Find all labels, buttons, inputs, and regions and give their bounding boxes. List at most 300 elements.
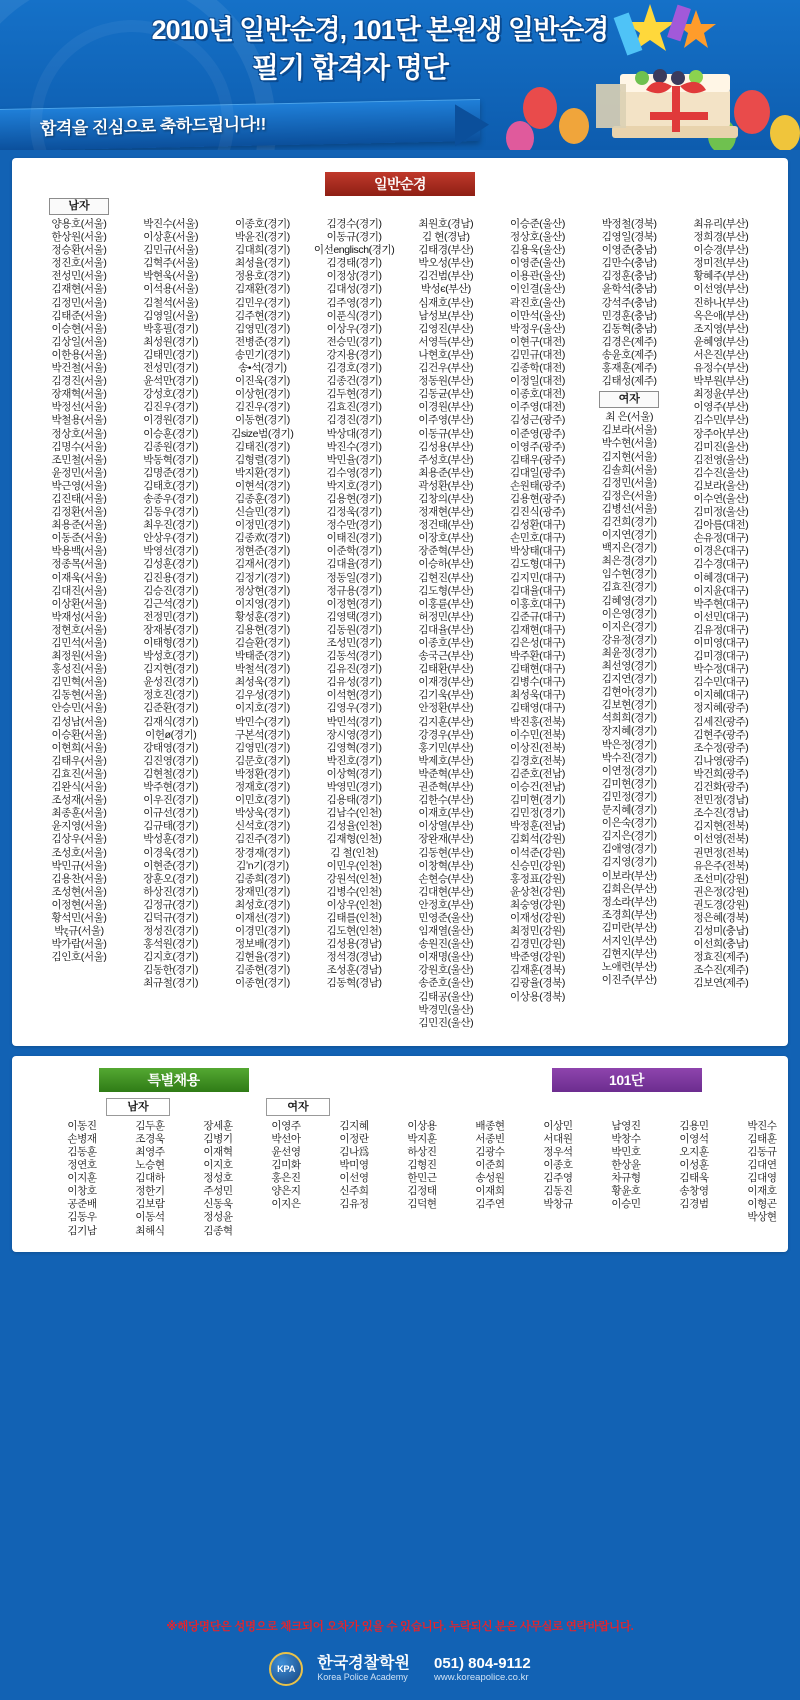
list-item: 이상환(서울) bbox=[51, 597, 107, 610]
list-item: 김영택(경기) bbox=[326, 610, 382, 623]
list-item: 박철용(서울) bbox=[51, 414, 107, 427]
bottom-section-labels bbox=[22, 1068, 778, 1092]
list-item: 송원진(울산) bbox=[418, 938, 474, 951]
page-title: 2010년 일반순경, 101단 본원생 일반순경 bbox=[151, 15, 609, 45]
list-item: 나현호(부산) bbox=[418, 348, 474, 361]
list-item: 최숭영(강원) bbox=[510, 898, 565, 911]
list-item: 김명준(경기) bbox=[143, 466, 199, 479]
list-item: 이정현(경기) bbox=[326, 597, 382, 610]
list-item: 김정민(서울) bbox=[601, 476, 657, 489]
list-item: 이형곤 bbox=[747, 1198, 777, 1211]
list-item: 김용현(광주) bbox=[510, 492, 565, 505]
list-item: 김대율(대구) bbox=[510, 584, 565, 597]
list-item: 이지호(경기) bbox=[234, 702, 290, 715]
list-item: 양은지 bbox=[271, 1185, 301, 1198]
unit101-column-2 bbox=[524, 1120, 592, 1238]
list-item: 이수연(울산) bbox=[693, 492, 749, 505]
list-item: 서대원 bbox=[543, 1132, 573, 1145]
list-item: 이은숙(경기) bbox=[601, 817, 657, 830]
list-item: 윤학석(충남) bbox=[601, 283, 657, 296]
list-item: 조수진(경남) bbox=[693, 807, 749, 820]
contact-website[interactable]: www.koreapolice.co.kr bbox=[433, 1672, 529, 1683]
list-item: 김명수(서울) bbox=[51, 440, 107, 453]
list-item: 김혁주(서울) bbox=[143, 257, 199, 270]
list-item: 박동혁(경기) bbox=[143, 453, 199, 466]
list-item: 김보라(서울) bbox=[601, 424, 657, 437]
list-item: 이진주(부산) bbox=[601, 974, 657, 987]
list-item: 이만석(울산) bbox=[510, 309, 565, 322]
list-item: 김규태(경기) bbox=[143, 820, 199, 833]
column-head-spacer bbox=[495, 198, 581, 218]
brand-name-ko: 한국경찰학원 bbox=[317, 1655, 410, 1672]
list-item: 민영준(울산) bbox=[418, 911, 474, 924]
list-item: 박수현(서울) bbox=[601, 437, 657, 450]
list-item: 안정환(부산) bbox=[418, 702, 474, 715]
column-head-spacer bbox=[128, 198, 214, 218]
list-item: 이동현(경기) bbox=[234, 414, 290, 427]
list-item: 조경희(부산) bbox=[601, 908, 657, 921]
list-item: 권도경(강원) bbox=[693, 898, 749, 911]
list-item: 박근영(서울) bbox=[51, 479, 107, 492]
list-item: 김민혁(서울) bbox=[51, 676, 107, 689]
list-item: 김도형(부산) bbox=[418, 584, 474, 597]
list-item: 유정수(부산) bbox=[693, 362, 749, 375]
list-item: 김지훈(부산) bbox=[418, 715, 474, 728]
list-item: 장완재(부산) bbox=[418, 833, 474, 846]
list-item: 전성민(경기) bbox=[143, 362, 199, 375]
list-item: 송종우(경기) bbox=[143, 492, 199, 505]
list-item: 이은영(경기) bbox=[601, 607, 657, 620]
list-item: 김인호(서울) bbox=[51, 951, 107, 964]
list-item: 김보현(경기) bbox=[601, 699, 657, 712]
list-item: 이민우(인천) bbox=[326, 859, 382, 872]
special-female-columns bbox=[252, 1120, 388, 1238]
list-item: 이정란 bbox=[339, 1132, 369, 1145]
list-item: 안승민(서울) bbox=[51, 702, 107, 715]
list-item: 김 현(경남) bbox=[421, 231, 470, 244]
list-item: 김용현(경기) bbox=[234, 623, 290, 636]
list-item: 김동균(부산) bbox=[418, 388, 474, 401]
list-item: 정한기 bbox=[135, 1185, 165, 1198]
list-item: 이상우(경기) bbox=[326, 322, 382, 335]
general-column-2 bbox=[219, 198, 305, 1030]
list-item: 박홍필(경기) bbox=[143, 322, 199, 335]
list-item: 장준혁(부산) bbox=[418, 545, 474, 558]
list-item: 정수만(경기) bbox=[326, 519, 382, 532]
list-item: 이지영(경기) bbox=[234, 597, 290, 610]
list-item: 김수영(경기) bbox=[326, 466, 382, 479]
list-item: 최성호(경기) bbox=[234, 898, 290, 911]
list-item: 박주현(대구) bbox=[693, 597, 749, 610]
list-item: 강태영(경기) bbox=[143, 741, 199, 754]
list-item: 손원태(광주) bbox=[510, 479, 565, 492]
list-item: 김보연(제주) bbox=[693, 977, 749, 990]
list-item: 김미경(대구) bbox=[693, 650, 749, 663]
list-item: 김만수(충남) bbox=[601, 257, 657, 270]
list-item: 김지민(대구) bbox=[510, 571, 565, 584]
list-item: 박미영 bbox=[339, 1159, 369, 1172]
list-item: 장재혁(서울) bbox=[51, 388, 107, 401]
column-head-spacer bbox=[311, 198, 397, 218]
list-item: 이태진(경기) bbox=[326, 532, 382, 545]
list-item: 문지혜(경기) bbox=[601, 804, 657, 817]
list-item: 송준호(울산) bbox=[418, 977, 474, 990]
list-item: 이재명(울산) bbox=[418, 951, 474, 964]
list-item: 김대현(부산) bbox=[418, 885, 474, 898]
list-item: 김태환(부산) bbox=[418, 663, 474, 676]
list-item: 이상용 bbox=[407, 1119, 437, 1132]
list-item: 정미전(부산) bbox=[693, 257, 749, 270]
list-item: 이지호 bbox=[203, 1159, 233, 1172]
list-item: 이미영(대구) bbox=[693, 637, 749, 649]
list-item: 전민정(경남) bbox=[693, 794, 749, 807]
list-item: 박정환(경기) bbox=[234, 767, 290, 780]
list-item: 박경민(울산) bbox=[418, 1003, 474, 1016]
list-item: 최종훈(서울) bbox=[51, 807, 107, 820]
list-item: 장지혜(경기) bbox=[601, 725, 657, 738]
list-item: 정은혜(경북) bbox=[693, 911, 749, 924]
list-item: 김대율(부산) bbox=[418, 623, 474, 636]
list-item: 이승민 bbox=[611, 1198, 641, 1211]
list-item: 이경은(대구) bbox=[693, 545, 749, 558]
list-item: 김지은(경기) bbox=[601, 830, 657, 843]
list-item: 박지훈 bbox=[407, 1132, 437, 1145]
list-item: 최정원(서울) bbox=[51, 650, 107, 663]
general-name-columns bbox=[22, 198, 778, 1030]
list-item: 이승환(서울) bbox=[51, 728, 107, 741]
list-item: 조수정(광주) bbox=[693, 741, 749, 754]
list-item: 이홍호(대구) bbox=[510, 597, 565, 610]
unit101-column-4 bbox=[660, 1120, 728, 1238]
list-item: 김 철(인천) bbox=[330, 846, 378, 859]
list-item: 박민율(경기) bbox=[326, 453, 382, 466]
list-item: 조성호(서울) bbox=[51, 846, 107, 859]
list-item: 김태호(경기) bbox=[143, 479, 199, 492]
list-item: 김회석(강원) bbox=[510, 833, 565, 846]
list-item: 김유진(경기) bbox=[326, 663, 382, 676]
list-item: 정용호(경기) bbox=[234, 270, 290, 283]
list-item: 안상우(경기) bbox=[143, 532, 199, 545]
list-item: 이석준(강원) bbox=[510, 846, 565, 859]
list-item: 정우석 bbox=[543, 1146, 573, 1158]
list-item: 김경호(전북) bbox=[510, 754, 565, 767]
list-item: 정석경(경남) bbox=[326, 951, 382, 964]
list-item: 김재서(경기) bbox=[234, 558, 290, 571]
list-item: 김성용(경남) bbox=[326, 938, 382, 951]
list-item: 윤정민(서울) bbox=[51, 466, 107, 479]
list-item: 이종호(대전) bbox=[510, 388, 565, 401]
column-head-spacer bbox=[219, 198, 305, 218]
list-item: 최규철(경기) bbox=[143, 977, 199, 990]
list-item: 주성민 bbox=[203, 1185, 233, 1198]
list-item: 윤지영(서울) bbox=[51, 820, 107, 833]
list-item: 이경원(부산) bbox=[418, 401, 474, 414]
list-item: 정호진(경기) bbox=[143, 689, 199, 702]
list-item: 장시영(경기) bbox=[326, 728, 382, 741]
list-item: 안정호(부산) bbox=[418, 898, 474, 911]
list-item: 박창수 bbox=[611, 1132, 641, 1145]
general-column-7 bbox=[678, 198, 764, 1030]
list-item: 김미현(경기) bbox=[510, 794, 565, 807]
list-item: 전병준(경기) bbox=[234, 335, 290, 348]
list-item: 박성호(경기) bbox=[143, 650, 199, 663]
special-female-head: 여자 bbox=[266, 1098, 330, 1116]
list-item: 이정일(대전) bbox=[510, 375, 565, 388]
list-item: 이경욱(경기) bbox=[143, 846, 199, 859]
list-item: 박주환(대구) bbox=[510, 650, 565, 663]
list-item: 조수진(제주) bbox=[693, 964, 749, 977]
list-item: 김대하 bbox=[135, 1172, 165, 1185]
list-item: 이석현(경기) bbox=[326, 689, 382, 702]
list-item: 김수진(울산) bbox=[693, 466, 749, 479]
list-item: 송•석(경기) bbox=[238, 362, 287, 375]
list-item: 정진호(서울) bbox=[51, 257, 107, 270]
list-item: 김재현(대구) bbox=[510, 623, 565, 636]
list-item: 김민규(서울) bbox=[143, 244, 199, 257]
list-item: 이승경(부산) bbox=[693, 244, 749, 257]
list-item: 정종목(서울) bbox=[51, 558, 107, 571]
page-footer bbox=[0, 1652, 800, 1686]
list-item: 박진수 bbox=[747, 1119, 777, 1132]
list-item: 김정민(서울) bbox=[51, 296, 107, 309]
list-item: 최정민(강원) bbox=[510, 925, 565, 938]
list-item: 박진수(서울) bbox=[143, 218, 199, 230]
list-item: 김민우(경기) bbox=[234, 296, 290, 309]
list-item: 이재선(경기) bbox=[234, 911, 290, 924]
list-item: 김태현(대구) bbox=[510, 663, 565, 676]
list-item: 김태준(서울) bbox=[51, 309, 107, 322]
list-item: 강성호(경기) bbox=[143, 388, 199, 401]
list-item: 김준규(대구) bbox=[510, 610, 565, 623]
list-item: 김우성(경기) bbox=[234, 689, 290, 702]
brand-name-en: Korea Police Academy bbox=[317, 1672, 408, 1682]
list-item: 정재현(부산) bbox=[418, 506, 474, 519]
list-item: 이종호 bbox=[543, 1159, 573, 1172]
unit101-column-1 bbox=[456, 1120, 524, 1238]
list-item: 김창의(부산) bbox=[418, 492, 474, 505]
list-item: 조지영(부산) bbox=[693, 322, 749, 335]
list-item: 이종현(경기) bbox=[234, 977, 290, 990]
list-item: 이한용(서울) bbox=[51, 348, 107, 361]
list-item: 김현율(경기) bbox=[234, 951, 290, 964]
list-item: 김동혁(경남) bbox=[326, 977, 382, 990]
list-item: 김현철(경기) bbox=[143, 767, 199, 780]
list-item: 김효진(경기) bbox=[601, 581, 657, 594]
list-item: 김종학(대전) bbox=[510, 362, 565, 375]
list-item: 이홍륜(부산) bbox=[418, 597, 474, 610]
list-item: 석희희(경기) bbox=[601, 712, 657, 725]
list-item: 김수민(대구) bbox=[693, 676, 749, 689]
list-item: 박෫규(서울) bbox=[54, 925, 104, 938]
special-female-column-0 bbox=[252, 1120, 320, 1238]
list-item: 손민호(대구) bbox=[510, 532, 565, 545]
list-item: 노승현 bbox=[135, 1159, 165, 1172]
list-item: 김민진(울산) bbox=[418, 1016, 474, 1029]
list-item: 신동욱 bbox=[203, 1198, 233, 1211]
list-item: 김미란(부산) bbox=[601, 921, 657, 934]
list-item: 김지현(경기) bbox=[143, 663, 199, 676]
special-male-column-0 bbox=[48, 1120, 116, 1238]
list-item: 이상열(부산) bbox=[418, 820, 474, 833]
list-item: 김재형(인천) bbox=[326, 833, 382, 846]
list-item: 정보배(경기) bbox=[234, 938, 290, 951]
list-item: 김종欢(경기) bbox=[234, 532, 291, 545]
list-item: 이경민(경기) bbox=[234, 925, 290, 938]
list-item: 장경재(경기) bbox=[234, 846, 290, 859]
list-item: 이동진 bbox=[67, 1119, 97, 1132]
list-item: 박지환(경기) bbox=[234, 466, 290, 479]
list-item: 권준혁(부산) bbox=[418, 781, 474, 794]
list-item: 신주희 bbox=[339, 1185, 369, 1198]
list-item: 서종빈 bbox=[475, 1132, 505, 1145]
list-item: 최우진(경기) bbox=[143, 519, 199, 532]
list-item: 김종현(경기) bbox=[234, 964, 290, 977]
list-item: 김동한(경기) bbox=[143, 964, 199, 977]
list-item: 이지연(경기) bbox=[601, 529, 657, 542]
page-header bbox=[0, 0, 800, 150]
list-item: 박정우(울산) bbox=[510, 322, 565, 335]
list-item: 조성현(서울) bbox=[51, 885, 107, 898]
list-item: 김동진 bbox=[543, 1185, 573, 1198]
list-item: 송윤호(제주) bbox=[601, 348, 657, 361]
list-item: 정재호(경기) bbox=[234, 781, 290, 794]
list-item: 이헌ø(경기) bbox=[145, 728, 197, 741]
list-item: 김경진(서울) bbox=[51, 375, 107, 388]
list-item: 홍기민(부산) bbox=[418, 741, 474, 754]
list-item: 김민정(경기) bbox=[601, 790, 657, 803]
list-item: 노애련(부산) bbox=[601, 961, 657, 974]
list-item: 김도형(대구) bbox=[510, 558, 565, 571]
list-item: 이준희 bbox=[475, 1159, 505, 1172]
list-item: 손병재 bbox=[67, 1132, 97, 1145]
list-item: 황성훈(경기) bbox=[234, 610, 290, 623]
list-item: 윤상천(강원) bbox=[510, 885, 565, 898]
list-item: 김두현(경기) bbox=[326, 388, 382, 401]
list-item: 이현구(대전) bbox=[510, 335, 565, 348]
general-column-0 bbox=[36, 198, 122, 1030]
list-item: 김정욱(경기) bbox=[326, 506, 382, 519]
list-item: 서영득(부산) bbox=[418, 335, 474, 348]
list-item: 송창영 bbox=[679, 1185, 709, 1198]
list-item: 정현준(경기) bbox=[234, 545, 290, 558]
list-item: 김영민(경기) bbox=[234, 322, 290, 335]
list-item: 신슬민(경기) bbox=[234, 506, 290, 519]
special-male-column-1 bbox=[116, 1120, 184, 1238]
list-item: 김유정(대구) bbox=[693, 623, 749, 636]
list-item: 박진수(경기) bbox=[326, 440, 382, 453]
list-item: 김한수(부산) bbox=[418, 794, 474, 807]
list-item: 조성재(서울) bbox=[51, 794, 107, 807]
list-item: 김동현(서울) bbox=[51, 689, 107, 702]
list-item: 김경수(경기) bbox=[326, 218, 382, 230]
list-item: 김경범 bbox=[679, 1198, 709, 1211]
list-item: 박현욱(서울) bbox=[143, 270, 199, 283]
list-item: 김태민(경기) bbox=[143, 348, 199, 361]
list-item: 이동규(경기) bbox=[326, 231, 382, 244]
list-item: 김종혁 bbox=[203, 1224, 233, 1237]
list-item: 이준학(경기) bbox=[326, 545, 382, 558]
list-item: 김종원(경기) bbox=[143, 440, 199, 453]
list-item: 최용준(부산) bbox=[418, 466, 474, 479]
list-item: 최해식 bbox=[135, 1224, 165, 1237]
list-item: 김현주(광주) bbox=[693, 728, 749, 741]
list-item: 박정훈(전남) bbox=[510, 820, 565, 833]
list-item: 박민호 bbox=[611, 1146, 641, 1158]
list-item: 김덕규(경기) bbox=[143, 911, 199, 924]
list-item: 김ʼn기(경기) bbox=[236, 859, 289, 872]
list-item: 이상혁(경기) bbox=[326, 767, 382, 780]
list-item: 이지은(경기) bbox=[601, 620, 657, 633]
list-item: 홍성진(서울) bbox=[51, 663, 107, 676]
list-item: 김도현(인천) bbox=[326, 925, 382, 938]
list-item: 최선영(경기) bbox=[601, 660, 657, 672]
list-item: 한상윤 bbox=[611, 1159, 641, 1172]
column-head-spacer bbox=[586, 198, 672, 218]
section-label-101: 101단 bbox=[552, 1068, 702, 1092]
column-head-spacer bbox=[403, 198, 489, 218]
list-item: 이우진(경기) bbox=[143, 794, 199, 807]
list-item: 김진영(경기) bbox=[143, 754, 199, 767]
list-item: 정성호 bbox=[203, 1172, 233, 1185]
list-item: 하상진 bbox=[407, 1146, 437, 1158]
congrats-ribbon-text: 합격을 진심으로 축하드립니다!! bbox=[40, 114, 266, 139]
list-item: 김광수 bbox=[475, 1146, 505, 1158]
list-item: 김진우(경기) bbox=[234, 401, 290, 414]
list-item: 김애영(경기) bbox=[601, 843, 657, 856]
list-item: 민경훈(충남) bbox=[601, 309, 657, 322]
list-item: 최성욱(경기) bbox=[234, 676, 290, 689]
list-item: 이정현(서울) bbox=[51, 898, 107, 911]
list-item: 이승하(부산) bbox=[418, 558, 474, 571]
list-item: 김대연 bbox=[747, 1159, 777, 1172]
list-item: 김지호(경기) bbox=[143, 951, 199, 964]
list-item: 장재봉(경기) bbox=[143, 623, 199, 636]
list-item: 김현아(경기) bbox=[601, 686, 657, 699]
list-item: 김성훈(경기) bbox=[143, 558, 199, 571]
list-item: 김건화(광주) bbox=[693, 781, 749, 794]
list-item: 김태성(제주) bbox=[601, 375, 657, 388]
list-item: 김태우(광주) bbox=[510, 453, 565, 466]
list-item: 김아름(대전) bbox=[693, 519, 749, 532]
list-item: 김현진(부산) bbox=[418, 571, 474, 584]
list-item: 이상우(인천) bbox=[326, 898, 382, 911]
list-item: 김건희(경기) bbox=[601, 515, 657, 528]
list-item: 김솔희(서울) bbox=[601, 463, 657, 476]
list-item: 김태훈 bbox=[747, 1132, 777, 1145]
column-head-남자: 남자 bbox=[49, 198, 109, 215]
list-item: 최정윤(부산) bbox=[693, 388, 749, 401]
list-item: 이승건(전남) bbox=[510, 781, 565, 794]
list-item: 김대희(경기) bbox=[234, 244, 290, 257]
list-item: 최영주 bbox=[135, 1146, 165, 1158]
list-item: 김형렬(경기) bbox=[234, 453, 290, 466]
list-item: 이재경(부산) bbox=[418, 676, 474, 689]
list-item: 박상대(경기) bbox=[326, 427, 382, 440]
list-item: 이영준(충남) bbox=[601, 244, 657, 257]
list-item: 이상진(전북) bbox=[510, 741, 565, 754]
list-item: 이보라(부산) bbox=[601, 869, 657, 882]
list-item: 강원석(인천) bbox=[326, 872, 382, 885]
list-item: 김수경(대구) bbox=[693, 558, 749, 571]
list-item: 최원호(경남) bbox=[418, 218, 474, 230]
list-item: 김태영(대구) bbox=[510, 702, 565, 715]
list-item: 최 은(서울) bbox=[605, 411, 654, 424]
list-item: 이종호(경기) bbox=[234, 218, 290, 230]
list-item: 김태공(울산) bbox=[418, 990, 474, 1003]
list-item: 박지호(경기) bbox=[326, 479, 382, 492]
list-item: 김동원(경기) bbox=[326, 623, 382, 636]
list-item: 정규용(경기) bbox=[326, 584, 382, 597]
